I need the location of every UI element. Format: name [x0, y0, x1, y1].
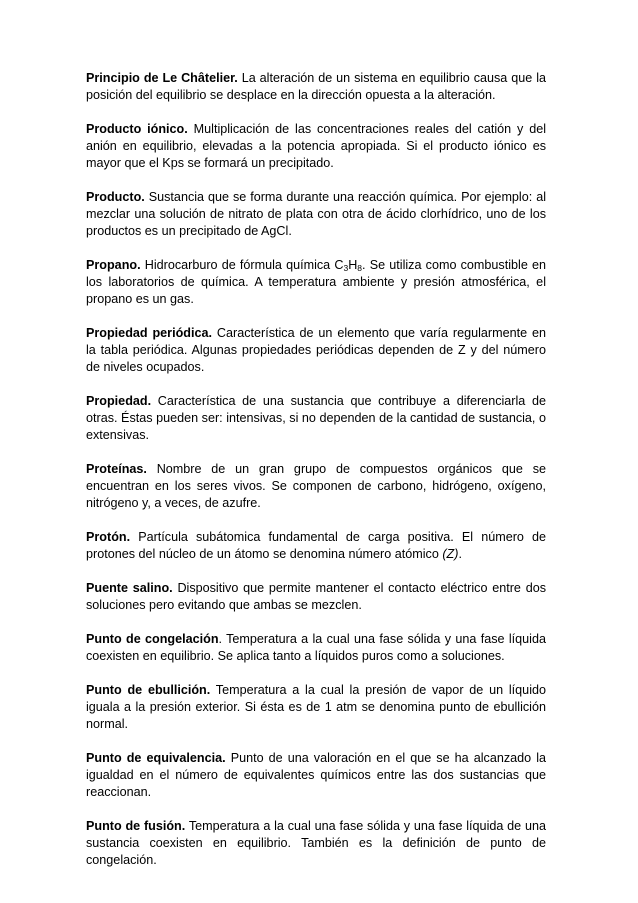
glossary-entry-propiedad-periodica [86, 325, 546, 376]
entry-definition-rest: . Se utiliza como combustible en los laboratorios de química. A temperatura ambiente y presión atmosférica, el propano es un gas. [86, 258, 547, 306]
glossary-page [86, 70, 546, 886]
entry-definition: Temperatura a la cual una fase sólida y una fase líquida de una sustancia coexisten en equilibrio. También es la definición de punto de congelación. [86, 819, 546, 867]
entry-definition: Hidrocarburo de fórmula química C [144, 258, 344, 272]
entry-term: Punto de fusión. [86, 819, 186, 833]
entry-term: Punto de ebullición. [86, 683, 211, 697]
entry-term: Proteínas. [86, 462, 147, 476]
entry-term: Principio de Le Châtelier. [86, 71, 238, 85]
glossary-entry-punto-ebullicion [86, 682, 546, 733]
entry-definition: Sustancia que se forma durante una reacción química. Por ejemplo: al mezclar una solución de nitrato de plata con otra de ácido clorhídrico, uno de los productos es un precipitado de AgCl. [86, 190, 546, 238]
glossary-entry-producto-ionico [86, 121, 546, 172]
entry-term: Punto de equivalencia. [86, 751, 226, 765]
entry-definition: Multiplicación de las concentraciones reales del catión y del anión en equilibrio, elevadas a la potencia apropiada. Si el producto iónico es mayor que el Kps se formará un precipitado. [86, 122, 547, 170]
glossary-entry-puente-salino [86, 580, 546, 614]
glossary-entry-producto [86, 189, 546, 240]
entry-definition-end: . [458, 547, 462, 561]
entry-definition: Partícula subátomica fundamental de carga positiva. El número de protones del núcleo de un átomo se denomina número atómico [86, 530, 547, 561]
glossary-entry-proton [86, 529, 546, 563]
entry-term: Producto. [86, 190, 145, 204]
entry-definition: . Temperatura a la cual una fase sólida y una fase líquida coexisten en equilibrio. Se aplica tanto a líquidos puros como a soluciones. [86, 632, 546, 663]
entry-definition: Punto de una valoración en el que se ha alcanzado la igualdad en el número de equivalentes químicos entre las dos sustancias que reaccionan. [86, 751, 547, 799]
entry-term: Propano. [86, 258, 141, 272]
entry-definition: Característica de una sustancia que contribuye a diferenciarla de otras. Éstas pueden ser: intensivas, si no dependen de la cantidad de sustancia, o extensivas. [86, 394, 546, 442]
glossary-entry-propiedad [86, 393, 546, 444]
entry-term: Propiedad periódica. [86, 326, 212, 340]
entry-definition-italic: (Z) [442, 547, 459, 561]
entry-term: Punto de congelación [86, 632, 219, 646]
entry-definition: La alteración de un sistema en equilibrio causa que la posición del equilibrio se desplace en la dirección opuesta a la alteración. [86, 71, 546, 102]
formula-subscript: 3 [343, 263, 349, 273]
glossary-entry-proteinas [86, 461, 546, 512]
entry-term: Puente salino. [86, 581, 173, 595]
entry-term: Producto iónico. [86, 122, 188, 136]
entry-term: Protón. [86, 530, 131, 544]
entry-definition: Dispositivo que permite mantener el contacto eléctrico entre dos soluciones pero evitando que ambas se mezclen. [86, 581, 547, 612]
glossary-entry-punto-fusion [86, 818, 546, 869]
glossary-entry-punto-equivalencia [86, 750, 546, 801]
entry-definition-formula: H [348, 258, 358, 272]
entry-term: Propiedad. [86, 394, 152, 408]
entry-definition: Nombre de un gran grupo de compuestos orgánicos que se encuentran en los seres vivos. Se componen de carbono, hidrógeno, oxígeno, nitrógeno y, a veces, de azufre. [86, 462, 547, 510]
glossary-entry-le-chatelier [86, 70, 546, 104]
glossary-entry-propano [86, 257, 546, 308]
formula-subscript: 8 [357, 263, 363, 273]
entry-definition: Temperatura a la cual la presión de vapor de un líquido iguala a la presión exterior. Si ésta es de 1 atm se denomina punto de ebullición normal. [86, 683, 546, 731]
entry-definition: Característica de un elemento que varía regularmente en la tabla periódica. Algunas propiedades periódicas dependen de Z y del número de niveles ocupados. [86, 326, 546, 374]
glossary-entry-punto-congelacion [86, 631, 546, 665]
